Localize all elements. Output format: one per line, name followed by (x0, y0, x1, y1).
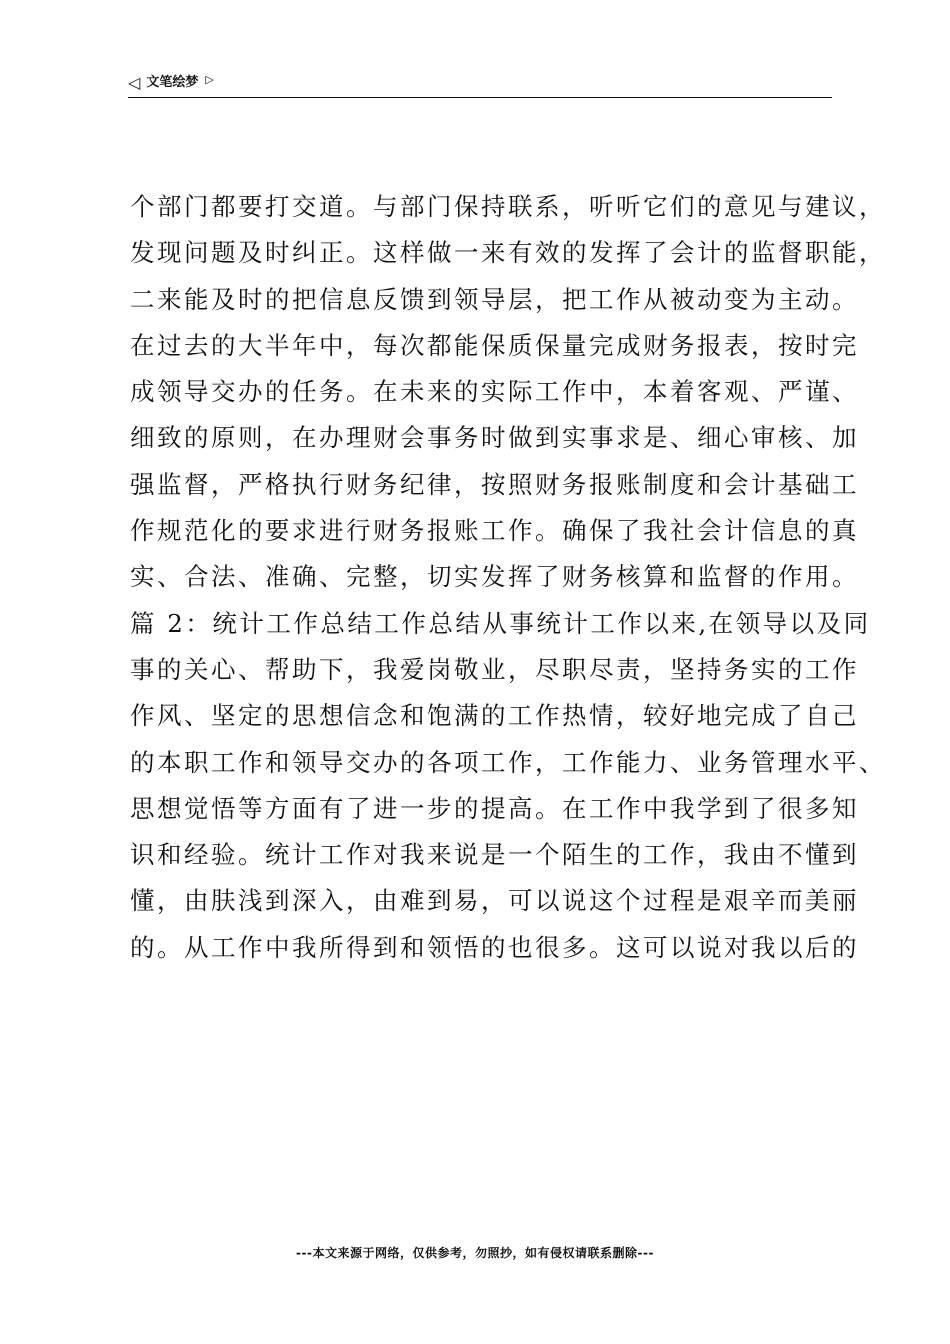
footer-disclaimer: ---本文来源于网络，仅供参考，勿照抄，如有侵权请联系删除--- (296, 1246, 654, 1260)
text-line: 识和经验。统计工作对我来说是一个陌生的工作，我由不懂到 (130, 840, 859, 870)
text-line: 作规范化的要求进行财务报账工作。确保了我社会计信息的真 (130, 516, 859, 546)
text-line: 在过去的大半年中，每次都能保质保量完成财务报表，按时完 (130, 330, 859, 360)
text-line: 细致的原则，在办理财会事务时做到实事求是、细心审核、加 (130, 423, 859, 453)
text-line: 懂，由肤浅到深入，由难到易，可以说这个过程是艰辛而美丽 (130, 886, 859, 916)
triangle-left-icon: ◁ (128, 73, 141, 92)
text-line: 作风、坚定的思想信念和饱满的工作热情，较好地完成了自己 (130, 701, 859, 731)
header-row (128, 70, 832, 96)
text-line: 二来能及时的把信息反馈到领导层，把工作从被动变为主动。 (130, 284, 859, 314)
text-line: 个部门都要打交道。与部门保持联系，听听它们的意见与建议， (130, 192, 886, 221)
text-line: 篇 2：统计工作总结工作总结从事统计工作以来,在领导以及同 (130, 608, 871, 638)
text-line: 发现问题及时纠正。这样做一来有效的发挥了会计的监督职能， (130, 238, 886, 268)
text-line: 事的关心、帮助下，我爱岗敬业，尽职尽责，坚持务实的工作 (130, 654, 859, 684)
triangle-right-icon: ▷ (205, 73, 214, 86)
text-line: 实、合法、准确、完整，切实发挥了财务核算和监督的作用。 (130, 562, 859, 592)
page-header (128, 70, 832, 98)
text-line: 强监督，严格执行财务纪律，按照财务报账制度和会计基础工 (130, 469, 859, 499)
text-line: 的本职工作和领导交办的各项工作，工作能力、业务管理水平、 (130, 747, 886, 777)
document-body (130, 184, 886, 971)
header-divider (128, 97, 832, 98)
text-line: 思想觉悟等方面有了进一步的提高。在工作中我学到了很多知 (130, 793, 859, 823)
text-line: 的。从工作中我所得到和领悟的也很多。这可以说对我以后的 (130, 932, 859, 962)
brand-name: 文笔绘梦 (146, 75, 199, 90)
text-line: 成领导交办的任务。在未来的实际工作中，本着客观、严谨、 (130, 377, 859, 407)
